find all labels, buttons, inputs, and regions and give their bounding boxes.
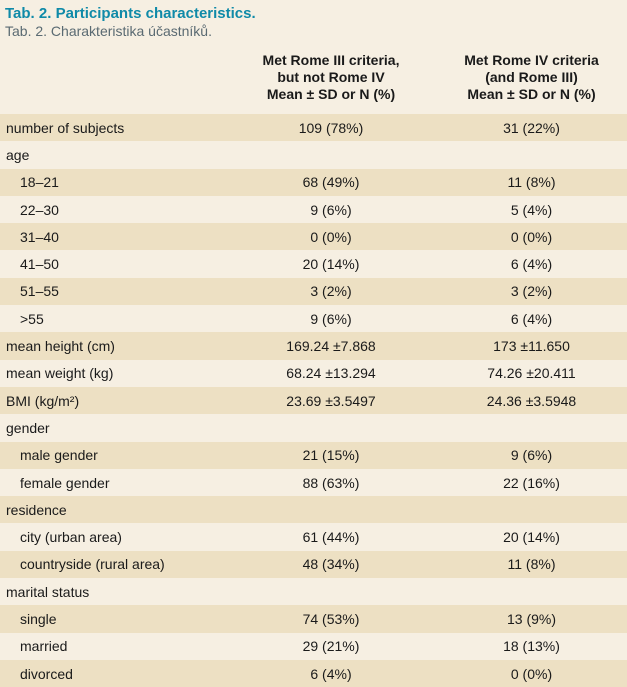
table-row	[0, 250, 627, 277]
header-rome3-line1: Met Rome III criteria,	[262, 52, 400, 68]
rome4-value: 6 (4%)	[510, 256, 553, 273]
row-label: marital status	[6, 583, 90, 600]
table-row	[0, 633, 627, 660]
table-row	[0, 469, 627, 496]
table-row	[0, 414, 627, 441]
rome4-value: 5 (4%)	[510, 201, 553, 218]
table-row	[0, 387, 627, 414]
row-label: 22–30	[20, 201, 59, 218]
row-label: divorced	[20, 665, 73, 682]
table-row	[0, 305, 627, 332]
row-label: BMI (kg/m²)	[6, 392, 80, 409]
row-label: mean weight (kg)	[6, 365, 114, 382]
row-label: male gender	[20, 447, 98, 464]
rome3-value: 68 (49%)	[302, 174, 360, 191]
rome4-value: 13 (9%)	[506, 610, 557, 627]
rome4-value: 74.26 ±20.411	[487, 365, 576, 382]
row-label: 18–21	[20, 174, 59, 191]
row-label: city (urban area)	[20, 529, 122, 546]
row-label: mean height (cm)	[6, 338, 115, 355]
row-label: gender	[6, 419, 50, 436]
rome3-value: 74 (53%)	[302, 610, 360, 627]
rome4-value: 6 (4%)	[510, 310, 553, 327]
table-row	[0, 523, 627, 550]
table-row	[0, 551, 627, 578]
rome4-value: 11 (8%)	[507, 174, 556, 191]
rome3-value: 20 (14%)	[302, 256, 360, 273]
rome4-value: 24.36 ±3.5948	[486, 392, 577, 409]
rome4-value: 0 (0%)	[510, 665, 553, 682]
rome3-value: 6 (4%)	[310, 665, 352, 682]
table-row	[0, 496, 627, 523]
header-rome4-line3: Mean ± SD or N (%)	[467, 86, 596, 102]
table-row	[0, 605, 627, 632]
table-row	[0, 578, 627, 605]
rome4-value: 20 (14%)	[503, 529, 560, 546]
table-title: Tab. 2. Participants characteristics.	[5, 5, 256, 22]
table-caption	[0, 0, 627, 43]
rome3-value: 21 (15%)	[302, 447, 360, 464]
rome3-value: 88 (63%)	[302, 474, 360, 491]
rome4-value: 18 (13%)	[503, 638, 560, 655]
row-label: married	[20, 638, 68, 655]
row-label: age	[6, 146, 30, 163]
rome3-value: 9 (6%)	[310, 310, 352, 327]
table-subtitle: Tab. 2. Charakteristika účastníků.	[5, 23, 212, 39]
rome4-value: 22 (16%)	[503, 474, 560, 491]
table-row	[0, 114, 627, 141]
table-row	[0, 223, 627, 250]
row-label: residence	[6, 501, 67, 518]
row-label: 31–40	[20, 228, 59, 245]
rome3-value: 3 (2%)	[310, 283, 352, 300]
header-rome4-line2: (and Rome III)	[485, 69, 578, 85]
table-row	[0, 278, 627, 305]
table-row	[0, 332, 627, 359]
rome3-value: 23.69 ±3.5497	[286, 392, 376, 409]
table-body	[0, 114, 627, 687]
rome3-value: 9 (6%)	[310, 201, 352, 218]
rome3-value: 68.24 ±13.294	[286, 365, 376, 382]
header-rome4-line1: Met Rome IV criteria	[464, 52, 599, 68]
row-label: >55	[20, 310, 44, 327]
table-row	[0, 360, 627, 387]
rome3-value: 48 (34%)	[302, 556, 360, 573]
table-row	[0, 660, 627, 687]
rome3-value: 61 (44%)	[302, 529, 360, 546]
table-row	[0, 169, 627, 196]
rome4-value: 31 (22%)	[503, 119, 560, 136]
row-label: 41–50	[20, 256, 59, 273]
header-label-cell	[0, 43, 226, 114]
table-row	[0, 141, 627, 168]
table-row	[0, 196, 627, 223]
row-label: female gender	[20, 474, 110, 491]
rome4-value: 0 (0%)	[510, 228, 553, 245]
rome3-value: 0 (0%)	[310, 228, 352, 245]
row-label: number of subjects	[6, 119, 125, 136]
rome4-value: 9 (6%)	[510, 447, 553, 464]
rome4-value: 3 (2%)	[510, 283, 553, 300]
header-rome4-column	[436, 43, 627, 114]
table-row	[0, 442, 627, 469]
rome4-value: 11 (8%)	[507, 556, 556, 573]
header-rome3-column	[226, 43, 436, 114]
header-rome3-line3: Mean ± SD or N (%)	[266, 86, 396, 102]
row-label: 51–55	[20, 283, 59, 300]
header-rome3-line2: but not Rome IV	[277, 69, 385, 85]
rome3-value: 29 (21%)	[302, 638, 360, 655]
rome3-value: 109 (78%)	[298, 119, 364, 136]
row-label: single	[20, 610, 57, 627]
rome3-value: 169.24 ±7.868	[286, 338, 376, 355]
rome4-value: 173 ±11.650	[493, 338, 570, 355]
row-label: countryside (rural area)	[20, 556, 165, 573]
table-header	[0, 43, 627, 114]
